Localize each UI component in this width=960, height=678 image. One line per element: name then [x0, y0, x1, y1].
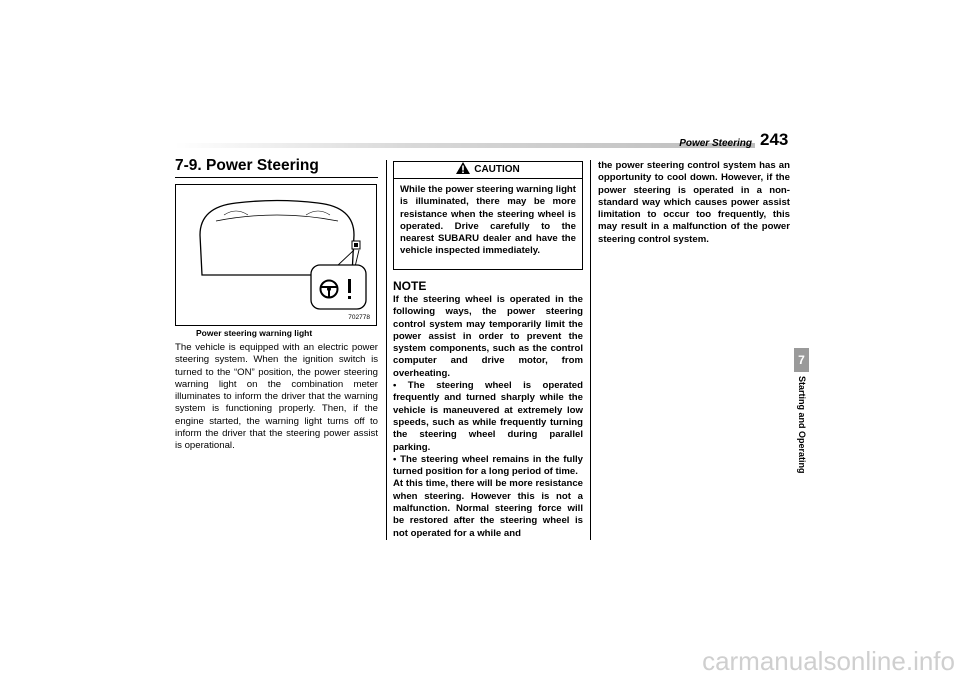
- warning-triangle-icon: [456, 162, 470, 174]
- watermark: carmanualsonline.info: [702, 646, 955, 676]
- note-intro: If the steering wheel is operated in the following ways, the power steering control system may temporarily limit the power assist in order to prevent the system components, such as the control computer and drive motor, from overheating.: [393, 294, 583, 379]
- caution-text: While the power steering warning light is illuminated, there may be more resistance when the steering wheel is operated. Drive carefully to the nearest SUBARU dealer and have the vehicle inspected immediately.: [400, 184, 576, 257]
- column-divider: [590, 160, 591, 540]
- section-title: 7-9. Power Steering: [175, 157, 319, 174]
- figure-caption: Power steering warning light: [196, 328, 313, 338]
- note-text: [393, 294, 583, 540]
- note-bullet: • The steering wheel remains in the fully turned position for a long period of time.: [393, 453, 584, 478]
- page-number: 243: [760, 130, 789, 149]
- chapter-label: Starting and Operating: [797, 376, 807, 474]
- steering-warning-icon: [319, 277, 359, 301]
- caution-box: [393, 161, 583, 270]
- figure-box: [175, 184, 377, 326]
- body-paragraph: The vehicle is equipped with an electric power steering system. When the ignition switch is turned to the “ON” position, the power steering warning light on the combination meter illuminates to inform the driver that the warning system is functioning properly. Then, if the engine started, the warning light turns off to inform the driver that the steering power assist is operational.: [175, 342, 378, 452]
- note-bullet: • The steering wheel is operated frequently and turned sharply while the vehicle is maneuvered at extremely low speeds, such as while frequently turning the steering wheel during parallel parking.: [393, 380, 583, 453]
- title-rule: [175, 177, 378, 178]
- note-heading: NOTE: [393, 279, 427, 293]
- column-divider: [386, 160, 387, 540]
- caution-heading-label: CAUTION: [474, 164, 520, 175]
- caution-heading: [394, 162, 582, 179]
- running-head: Power Steering: [679, 138, 752, 149]
- continuation-text: the power steering control system has an opportunity to cool down. However, if the power steering is operated in a non-standard way which causes power assist limitation to occur too frequently, this may result in a malfunction of the power steering control system.: [598, 160, 790, 245]
- instrument-cluster-icon: [176, 185, 378, 327]
- note-after: At this time, there will be more resistance when steering. However this is not a malfunction. Normal steering force will be restored after the steering wheel is not operated for a while and: [393, 478, 583, 539]
- figure-code: 702778: [348, 314, 370, 321]
- chapter-tab: 7: [794, 348, 809, 372]
